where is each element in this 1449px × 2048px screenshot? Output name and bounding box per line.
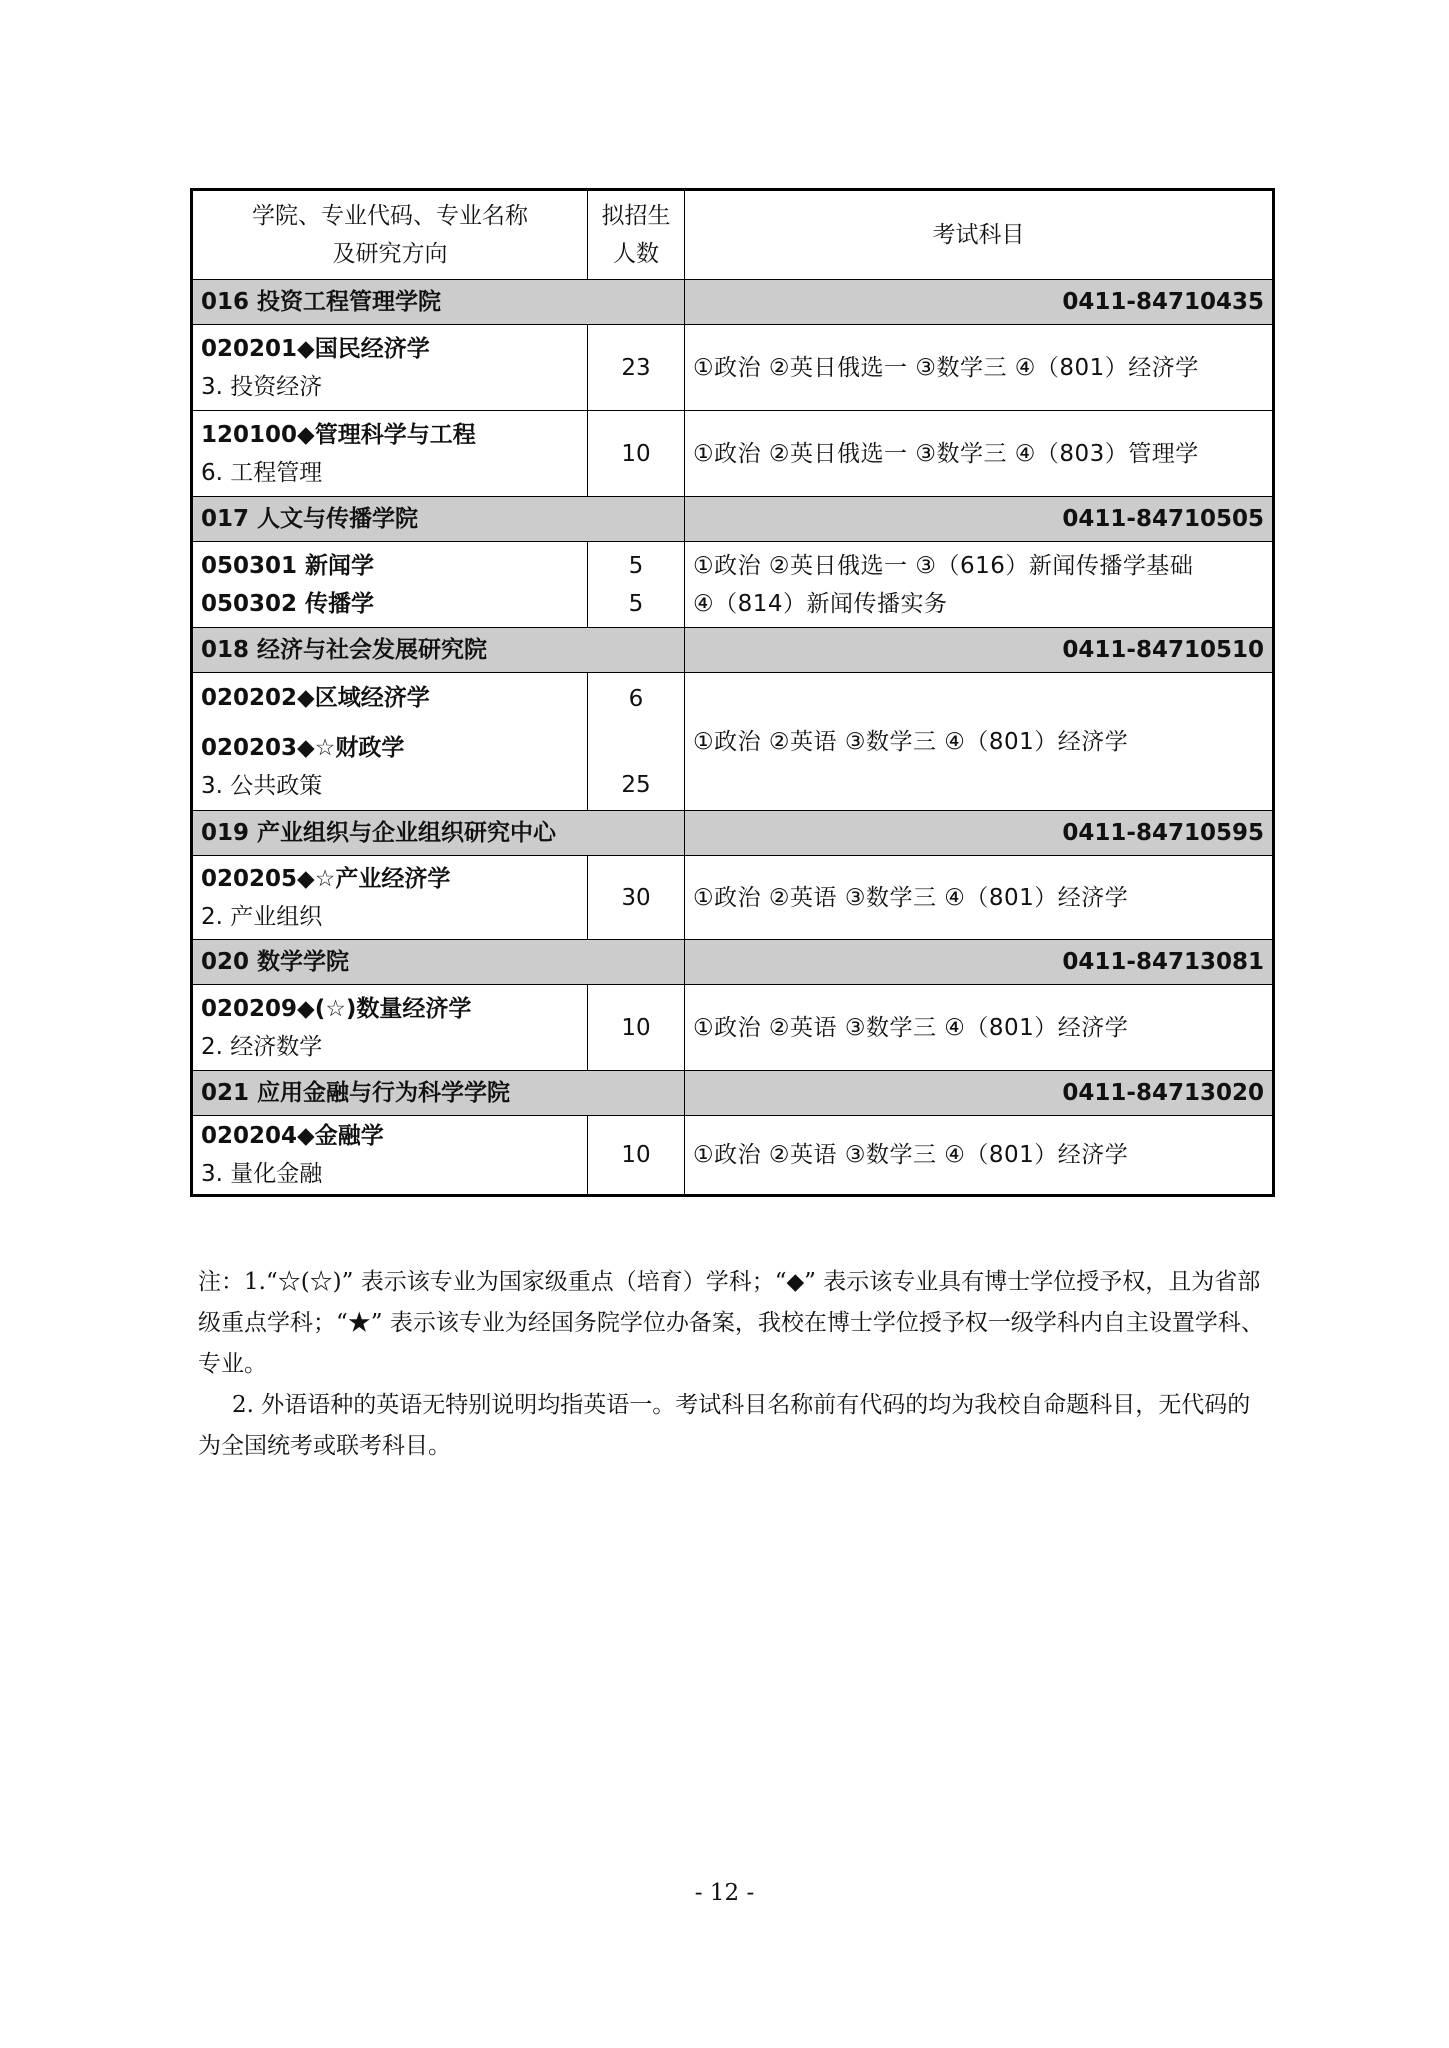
research-direction: 2. 产业组织 xyxy=(201,903,323,930)
college-row-017 xyxy=(192,497,1274,542)
college-phone: 0411-84713081 xyxy=(685,940,1274,985)
research-direction: 2. 经济数学 xyxy=(201,1033,323,1060)
major-code: 020203◆☆财政学 xyxy=(201,734,405,761)
college-row-021 xyxy=(192,1071,1274,1116)
research-direction: 3. 公共政策 xyxy=(201,772,323,799)
header-col1-line1: 学院、专业代码、专业名称 xyxy=(252,203,528,229)
college-phone: 0411-84713020 xyxy=(685,1071,1274,1116)
major-code: 120100◆管理科学与工程 xyxy=(201,421,476,448)
table-header-row xyxy=(192,190,1274,280)
major-code: 020204◆金融学 xyxy=(201,1123,384,1149)
exam-subjects: ①政治 ②英日俄选一 ③数学三 ④（803）管理学 xyxy=(685,411,1274,497)
college-row-019 xyxy=(192,811,1274,856)
college-phone: 0411-84710505 xyxy=(685,497,1274,542)
exam-subjects: ①政治 ②英语 ③数学三 ④（801）经济学 xyxy=(685,985,1274,1071)
college-phone: 0411-84710595 xyxy=(685,811,1274,856)
note-1: 注：1.“☆(☆)” 表示该专业为国家级重点（培育）学科；“◆” 表示该专业具有博士学位授予权，且为省部级重点学科；“★” 表示该专业为经国务院学位办备案，我校在博士学位授予权一级学科内自主设置学科、专业。 xyxy=(198,1269,1264,1377)
major-row xyxy=(192,856,1274,940)
footnotes xyxy=(198,1262,1272,1467)
major-row xyxy=(192,325,1274,411)
college-row-018 xyxy=(192,628,1274,673)
enrollment-count: 5 xyxy=(628,552,644,579)
enrollment-count: 10 xyxy=(588,985,685,1071)
enrollment-count: 10 xyxy=(588,411,685,497)
enrollment-count: 6 xyxy=(628,685,644,712)
exam-subjects: ①政治 ②英日俄选一 ③数学三 ④（801）经济学 xyxy=(685,325,1274,411)
college-title: 018 经济与社会发展研究院 xyxy=(192,628,685,673)
header-exam-subjects: 考试科目 xyxy=(685,190,1274,280)
page-number: - 12 - xyxy=(694,1880,755,1906)
enrollment-count: 25 xyxy=(621,771,651,798)
research-direction: 3. 投资经济 xyxy=(201,373,323,400)
exam-subjects-line2: ④（814）新闻传播实务 xyxy=(693,590,948,617)
header-college-major xyxy=(192,190,588,280)
enrollment-count: 30 xyxy=(588,856,685,940)
enrollment-count: 10 xyxy=(588,1116,685,1196)
enrollment-table xyxy=(190,188,1275,1197)
exam-subjects: ①政治 ②英语 ③数学三 ④（801）经济学 xyxy=(685,856,1274,940)
college-row-020 xyxy=(192,940,1274,985)
major-code: 020209◆(☆)数量经济学 xyxy=(201,995,472,1022)
college-title: 021 应用金融与行为科学学院 xyxy=(192,1071,685,1116)
major-code: 050302 传播学 xyxy=(201,590,375,617)
research-direction: 3. 量化金融 xyxy=(201,1161,323,1187)
major-code: 050301 新闻学 xyxy=(201,552,375,579)
enrollment-count: 23 xyxy=(588,325,685,411)
exam-subjects: ①政治 ②英语 ③数学三 ④（801）经济学 xyxy=(685,1116,1274,1196)
exam-subjects: ①政治 ②英语 ③数学三 ④（801）经济学 xyxy=(685,673,1274,811)
note-2: 2. 外语语种的英语无特别说明均指英语一。考试科目名称前有代码的均为我校自命题科目，无代码的为全国统考或联考科目。 xyxy=(198,1392,1251,1459)
header-col2-line1: 拟招生 xyxy=(601,203,671,229)
research-direction: 6. 工程管理 xyxy=(201,459,323,486)
major-row xyxy=(192,1116,1274,1196)
header-col2-line2: 人数 xyxy=(613,241,659,267)
college-title: 016 投资工程管理学院 xyxy=(192,280,685,325)
college-title: 020 数学学院 xyxy=(192,940,685,985)
header-col1-line2: 及研究方向 xyxy=(332,241,448,267)
enrollment-count: 5 xyxy=(628,590,644,617)
major-code: 020205◆☆产业经济学 xyxy=(201,865,451,892)
major-row xyxy=(192,411,1274,497)
major-row xyxy=(192,673,1274,811)
college-title: 019 产业组织与企业组织研究中心 xyxy=(192,811,685,856)
college-title: 017 人文与传播学院 xyxy=(192,497,685,542)
college-phone: 0411-84710435 xyxy=(685,280,1274,325)
exam-subjects-line1: ①政治 ②英日俄选一 ③（616）新闻传播学基础 xyxy=(693,552,1194,579)
major-code: 020202◆区域经济学 xyxy=(201,684,430,711)
major-row xyxy=(192,542,1274,628)
college-row-016 xyxy=(192,280,1274,325)
major-row xyxy=(192,985,1274,1071)
header-count xyxy=(588,190,685,280)
major-code: 020201◆国民经济学 xyxy=(201,335,430,362)
college-phone: 0411-84710510 xyxy=(685,628,1274,673)
